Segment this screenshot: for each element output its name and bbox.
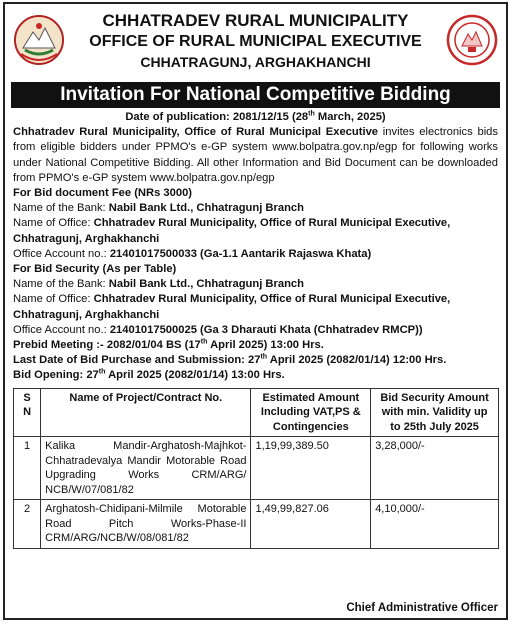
bid-fee-account: Office Account no.: 21401017500033 (Ga-1.1 Aantarik Rajaswa Khata) (13, 247, 372, 260)
row-bid-security: 3,28,000/- (371, 437, 499, 500)
notice-banner: Invitation For National Competitive Bidding (11, 82, 500, 108)
signoff: Chief Administrative Officer (346, 602, 498, 614)
table-row (14, 437, 499, 500)
header-project-name: Name of Project/Contract No. (41, 388, 251, 437)
row-project-name: Arghatosh-Chidipani-Milmile Motorable Road Pitch Works-Phase-II CRM/ARG/NCB/W/08/081/82 (41, 500, 251, 549)
header-estimated-amount: Estimated Amount Including VAT,PS & Contingencies (251, 388, 371, 437)
prebid-meeting: Prebid Meeting :- 2082/01/04 BS (17th April 2025) 13:00 Hrs. (13, 338, 324, 352)
bid-security-bank: Name of the Bank: Nabil Bank Ltd., Chhatragunj Branch (13, 278, 304, 291)
bid-fee-office: Name of Office: Chhatradev Rural Municipality, Office of Rural Municipal Executive, Chhatragunj, Arghakhanchi (13, 217, 451, 245)
row-estimated-amount: 1,19,99,389.50 (251, 437, 371, 500)
row-sn: 2 (14, 500, 41, 549)
bid-opening-date: Bid Opening: 27th April 2025 (2082/01/14) 13:00 Hrs. (13, 368, 285, 382)
bid-security-account: Office Account no.: 21401017500025 (Ga 3 Dharauti Khata (Chhatradev RMCP)) (13, 323, 423, 336)
bid-fee-heading: For Bid document Fee (NRs 3000) (13, 187, 193, 200)
bid-notice (3, 2, 508, 620)
nepal-emblem-icon (13, 14, 65, 66)
notice-header (5, 4, 506, 80)
notice-body (5, 108, 506, 384)
last-submission-date: Last Date of Bid Purchase and Submission: 27th April 2025 (2082/01/14) 12:00 Hrs. (13, 353, 447, 367)
row-project-name: Kalika Mandir-Arghatosh-Majhkot-Chhatradevalya Mandir Motorable Road Upgrading Works CRM/ARG/ NCB/W/07/081/82 (41, 437, 251, 500)
municipality-name: CHHATRADEV RURAL MUNICIPALITY (102, 11, 409, 30)
bid-security-heading: For Bid Security (As per Table) (13, 263, 177, 276)
publication-date: Date of publication: 2081/12/15 (28th March, 2025) (125, 110, 386, 123)
municipality-seal-icon (446, 14, 498, 66)
bid-fee-bank: Name of the Bank: Nabil Bank Ltd., Chhatragunj Branch (13, 202, 304, 215)
intro-paragraph: Chhatradev Rural Municipality, Office of Rural Municipal Executive invites electronics bids from eligible bidders under PPMO's e-GP system www.bolpatra.gov.np/egp for following works under National Competitive Bidding. All other Information and Bid Document can be downloaded from PPMO's e-GP system www.bolpatra.gov.np/egp (13, 126, 498, 184)
row-estimated-amount: 1,49,99,827.06 (251, 500, 371, 549)
header-bid-security: Bid Security Amount with min. Validity up to 25th July 2025 (371, 388, 499, 437)
bid-table (13, 388, 499, 549)
row-sn: 1 (14, 437, 41, 500)
bid-security-office: Name of Office: Chhatradev Rural Municipality, Office of Rural Municipal Executive, Chhatragunj, Arghakhanchi (13, 293, 451, 321)
office-name: OFFICE OF RURAL MUNICIPAL EXECUTIVE (89, 33, 422, 50)
office-address: CHHATRAGUNJ, ARGHAKHANCHI (140, 54, 371, 70)
header-sn: S N (14, 388, 41, 437)
table-row (14, 500, 499, 549)
row-bid-security: 4,10,000/- (371, 500, 499, 549)
table-header-row (14, 388, 499, 437)
